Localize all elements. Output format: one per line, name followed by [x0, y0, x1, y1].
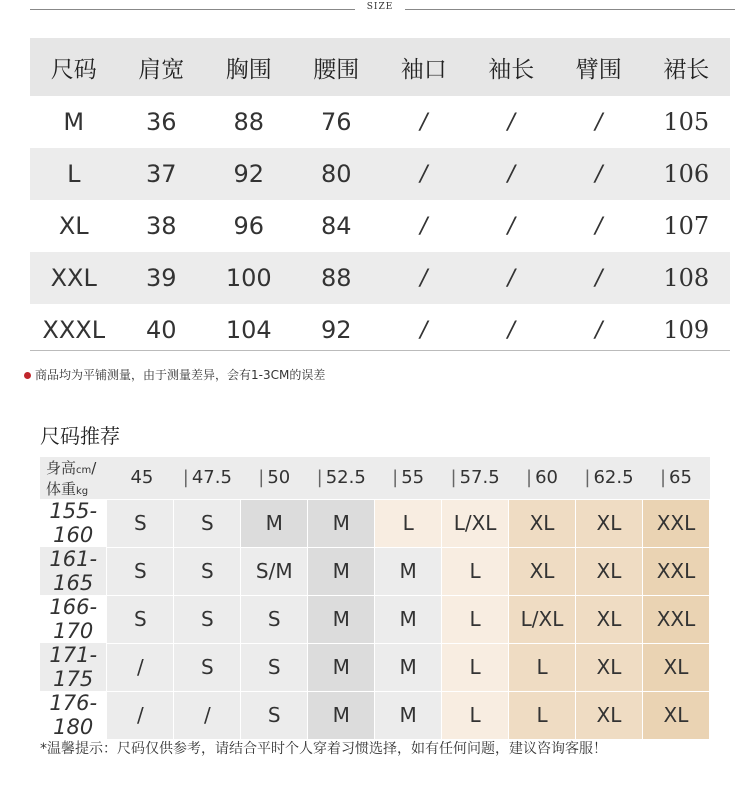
- recommended-size: M: [375, 595, 442, 643]
- column-separator: |: [659, 467, 667, 489]
- weight-header: [308, 457, 375, 499]
- recommended-size: L: [442, 547, 509, 595]
- weight-value: 62.5: [593, 467, 634, 489]
- recommended-size: M: [308, 547, 375, 595]
- size-cell: /: [420, 161, 428, 187]
- recommended-size: XL: [576, 643, 643, 691]
- size-cell: 88: [233, 108, 265, 136]
- weight-value: 47.5: [191, 467, 232, 489]
- size-cell: 92: [233, 160, 265, 188]
- recommended-size: L: [375, 499, 442, 547]
- recommended-size: XL: [576, 547, 643, 595]
- column-separator: |: [526, 467, 533, 489]
- column-header: 袖口: [400, 56, 447, 83]
- size-cell: /: [420, 213, 428, 239]
- recommended-size: L: [442, 691, 509, 739]
- recommended-size: S: [174, 547, 241, 595]
- recommended-size: S: [107, 499, 174, 547]
- weight-header: [107, 457, 174, 499]
- recommended-size: /: [107, 691, 174, 739]
- recommend-row: [40, 643, 710, 691]
- recommend-header-row: [40, 457, 710, 499]
- size-cell: 108: [663, 264, 710, 292]
- size-cell: /: [507, 109, 515, 135]
- size-cell: 39: [145, 264, 177, 292]
- size-cell: 40: [145, 316, 177, 344]
- size-cell: 80: [320, 160, 352, 188]
- recommended-size: M: [308, 691, 375, 739]
- measurement-note: [24, 366, 325, 383]
- column-separator: |: [450, 467, 457, 489]
- recommend-row: [40, 595, 710, 643]
- footer-tip: *温馨提示：尺码仅供参考，请结合平时个人穿着习惯选择，如有任何问题，建议咨询客服！: [40, 741, 607, 757]
- size-chart-table: [30, 38, 730, 356]
- height-range: 155-160: [40, 499, 107, 547]
- size-cell: /: [507, 265, 515, 291]
- recommended-size: S: [174, 499, 241, 547]
- size-cell: XXXL: [42, 316, 106, 344]
- height-range: 166-170: [40, 595, 107, 643]
- column-separator: |: [316, 467, 323, 489]
- size-row: [30, 200, 730, 252]
- column-header: 裙长: [663, 56, 710, 83]
- size-cell: 107: [663, 212, 710, 240]
- corner-label: 身高cm/体重kg: [40, 457, 107, 499]
- weight-header: [375, 457, 442, 499]
- size-cell: /: [595, 213, 603, 239]
- size-cell: /: [420, 265, 428, 291]
- recommended-size: M: [375, 643, 442, 691]
- weight-header: [576, 457, 643, 499]
- size-cell: 37: [145, 160, 177, 188]
- column-separator: |: [182, 467, 189, 489]
- recommended-size: M: [375, 691, 442, 739]
- weight-value: 65: [669, 467, 692, 489]
- recommended-size: S/M: [241, 547, 308, 595]
- recommended-size: XXL: [642, 499, 709, 547]
- recommended-size: XL: [509, 547, 576, 595]
- column-separator: |: [584, 467, 591, 489]
- weight-header: [509, 457, 576, 499]
- weight-header: [241, 457, 308, 499]
- size-cell: 109: [663, 316, 710, 344]
- size-cell: /: [507, 213, 515, 239]
- recommended-size: S: [241, 595, 308, 643]
- size-cell: /: [595, 265, 603, 291]
- recommended-size: /: [174, 691, 241, 739]
- recommend-title: 尺码推荐: [40, 424, 120, 448]
- recommended-size: XL: [576, 595, 643, 643]
- size-cell: XL: [58, 212, 89, 240]
- recommended-size: S: [174, 643, 241, 691]
- weight-value: 57.5: [459, 467, 500, 489]
- recommended-size: XL: [576, 691, 643, 739]
- top-rule-right: [405, 9, 735, 10]
- size-cell: 38: [145, 212, 177, 240]
- size-row: [30, 304, 730, 356]
- size-heading: SIZE: [366, 2, 394, 12]
- recommended-size: XXL: [642, 547, 709, 595]
- column-header: 胸围: [225, 56, 272, 83]
- size-cell: 92: [320, 316, 352, 344]
- recommended-size: M: [308, 595, 375, 643]
- column-separator: |: [258, 467, 265, 489]
- size-row: [30, 96, 730, 148]
- recommended-size: XL: [576, 499, 643, 547]
- recommended-size: S: [107, 547, 174, 595]
- top-rule-left: [30, 9, 355, 10]
- height-range: 176-180: [40, 691, 107, 739]
- recommended-size: S: [241, 691, 308, 739]
- recommended-size: XL: [642, 691, 709, 739]
- recommended-size: M: [241, 499, 308, 547]
- recommended-size: /: [107, 643, 174, 691]
- size-cell: 76: [320, 108, 352, 136]
- weight-header: [174, 457, 241, 499]
- size-cell: 105: [663, 108, 710, 136]
- weight-value: 52.5: [325, 467, 366, 489]
- column-header: 尺码: [50, 56, 97, 83]
- recommended-size: XXL: [642, 595, 709, 643]
- recommended-size: L: [442, 595, 509, 643]
- size-row: [30, 252, 730, 304]
- recommended-size: S: [107, 595, 174, 643]
- column-header: 臂围: [575, 56, 622, 83]
- weight-header: [642, 457, 709, 499]
- size-row: [30, 148, 730, 200]
- size-cell: /: [420, 109, 428, 135]
- measurement-note-text: 商品均为平铺测量，由于测量差异，会有1-3CM的误差: [35, 368, 326, 382]
- recommended-size: L: [509, 691, 576, 739]
- column-header: 腰围: [313, 56, 360, 83]
- recommended-size: M: [375, 547, 442, 595]
- recommended-size: L: [442, 643, 509, 691]
- weight-value: 55: [401, 467, 425, 489]
- column-header: 袖长: [488, 56, 535, 83]
- size-cell: 88: [320, 264, 352, 292]
- size-cell: 36: [145, 108, 177, 136]
- recommended-size: M: [308, 499, 375, 547]
- size-cell: /: [507, 317, 515, 343]
- weight-value: 60: [535, 467, 559, 489]
- column-separator: |: [392, 467, 399, 489]
- size-cell: /: [595, 317, 603, 343]
- size-cell: /: [595, 161, 603, 187]
- size-cell: 104: [225, 316, 272, 344]
- size-cell: L: [67, 160, 81, 188]
- recommended-size: XL: [642, 643, 709, 691]
- size-cell: M: [63, 108, 85, 136]
- height-range: 161-165: [40, 547, 107, 595]
- recommend-row: [40, 691, 710, 739]
- recommended-size: XL: [509, 499, 576, 547]
- size-recommend-table: [40, 457, 710, 740]
- size-cell: /: [595, 109, 603, 135]
- size-cell: 100: [225, 264, 272, 292]
- column-header: 肩宽: [138, 56, 185, 83]
- size-chart-header-row: [30, 38, 730, 96]
- recommended-size: S: [241, 643, 308, 691]
- size-table-bottom-rule: [30, 350, 730, 351]
- bullet-dot-icon: [24, 372, 31, 379]
- recommend-row: [40, 499, 710, 547]
- size-cell: /: [420, 317, 428, 343]
- size-cell: 106: [663, 160, 710, 188]
- size-cell: XXL: [50, 264, 97, 292]
- weight-header: [442, 457, 509, 499]
- weight-value: 50: [267, 467, 291, 489]
- recommended-size: L: [509, 643, 576, 691]
- recommended-size: L/XL: [509, 595, 576, 643]
- recommended-size: S: [174, 595, 241, 643]
- height-range: 171-175: [40, 643, 107, 691]
- recommended-size: M: [308, 643, 375, 691]
- weight-value: 45: [130, 467, 154, 489]
- recommended-size: L/XL: [442, 499, 509, 547]
- size-cell: /: [507, 161, 515, 187]
- size-cell: 96: [233, 212, 265, 240]
- size-cell: 84: [320, 212, 352, 240]
- recommend-row: [40, 547, 710, 595]
